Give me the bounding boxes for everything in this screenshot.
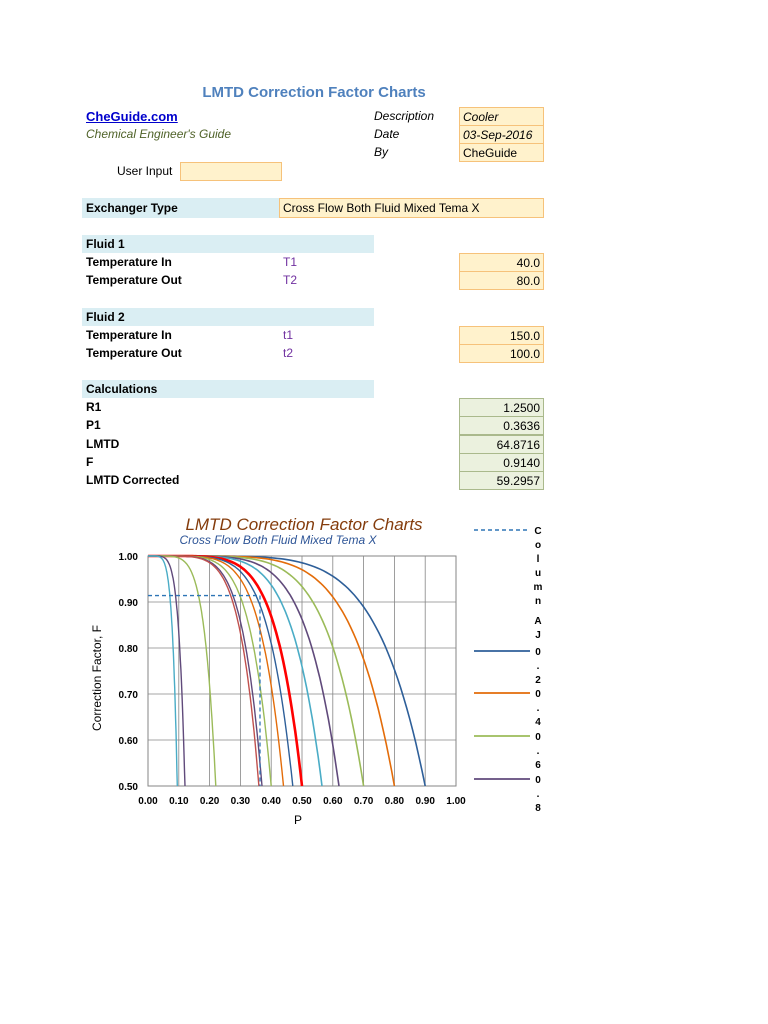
x-tick-label: 0.00 [138, 796, 158, 807]
date-label: Date [374, 127, 400, 141]
legend-label-char: 4 [535, 717, 541, 728]
fluid1-temp-in-symbol: T1 [283, 255, 298, 269]
x-tick-label: 0.90 [415, 796, 435, 807]
exchanger-type-select[interactable]: Cross Flow Both Fluid Mixed Tema X [279, 198, 544, 218]
legend-label-char: 0 [535, 775, 541, 786]
x-tick-label: 0.40 [261, 796, 281, 807]
legend-title-char: A [534, 616, 542, 627]
y-tick-label: 0.50 [118, 782, 138, 793]
by-label: By [374, 145, 389, 159]
legend-label-char: 6 [535, 760, 541, 771]
calc-lmtd-value: 64.8716 [459, 435, 544, 454]
fluid1-temp-out-input[interactable]: 80.0 [459, 271, 544, 290]
description-cell[interactable]: Cooler [459, 107, 544, 126]
x-tick-label: 1.00 [446, 796, 466, 807]
calc-f-label: F [86, 455, 94, 469]
legend-title-char: J [535, 630, 541, 641]
sheet-title: LMTD Correction Factor Charts [202, 84, 426, 101]
legend-label-char: 0 [535, 647, 541, 658]
x-tick-label: 0.70 [353, 796, 374, 807]
calc-p1-label: P1 [86, 418, 101, 432]
legend-title-char: o [534, 540, 542, 551]
site-link[interactable]: CheGuide.com [86, 109, 178, 124]
legend-label-char: 0 [535, 689, 541, 700]
fluid1-temp-in-label: Temperature In [86, 255, 172, 269]
by-cell[interactable]: CheGuide [459, 143, 544, 162]
correction-factor-chart [0, 500, 768, 840]
user-input-label: User Input [117, 164, 173, 178]
sheet-subtitle: Chemical Engineer's Guide [86, 127, 232, 141]
legend-title-char: C [534, 526, 542, 537]
x-tick-label: 0.60 [323, 796, 343, 807]
legend-title-char: l [536, 554, 540, 565]
y-tick-label: 0.90 [118, 598, 138, 609]
user-input-legend-cell [180, 162, 282, 181]
legend-label-char: . [536, 746, 540, 757]
fluid2-header: Fluid 2 [82, 308, 374, 326]
x-tick-label: 0.80 [384, 796, 405, 807]
y-axis-ticks [119, 552, 139, 793]
x-tick-label: 0.50 [292, 796, 312, 807]
chart-title: LMTD Correction Factor Charts [185, 515, 423, 534]
date-cell[interactable]: 03-Sep-2016 [459, 125, 544, 144]
calc-lmtd-corrected-label: LMTD Corrected [86, 473, 180, 487]
legend-label-char: 2 [535, 675, 541, 686]
description-label: Description [374, 109, 435, 123]
calc-r1-value: 1.2500 [459, 398, 544, 417]
x-tick-label: 0.30 [230, 796, 251, 807]
legend-label-char: . [536, 703, 540, 714]
fluid1-header: Fluid 1 [82, 235, 374, 253]
legend-label-char: 8 [535, 803, 541, 814]
calc-lmtd-corrected-value: 59.2957 [459, 471, 544, 490]
x-tick-label: 0.10 [169, 796, 189, 807]
y-tick-label: 0.60 [118, 736, 138, 747]
calc-lmtd-label: LMTD [86, 437, 120, 451]
y-tick-label: 0.80 [118, 644, 138, 655]
x-tick-label: 0.20 [199, 796, 220, 807]
y-axis-label: Correction Factor, F [90, 624, 104, 732]
fluid2-temp-out-input[interactable]: 100.0 [459, 344, 544, 363]
fluid2-temp-in-label: Temperature In [86, 328, 172, 342]
chart-subtitle: Cross Flow Both Fluid Mixed Tema X [179, 533, 377, 547]
calculations-header: Calculations [82, 380, 374, 398]
exchanger-type-label: Exchanger Type [86, 201, 178, 215]
calc-f-value: 0.9140 [459, 453, 544, 472]
legend-title-char: u [534, 568, 542, 579]
y-tick-label: 0.70 [118, 690, 138, 701]
fluid2-temp-out-symbol: t2 [283, 346, 294, 360]
chart-legend [474, 526, 543, 814]
fluid1-temp-out-label: Temperature Out [86, 273, 182, 287]
legend-label-char: . [536, 661, 540, 672]
y-tick-label: 1.00 [118, 552, 138, 563]
fluid1-temp-out-symbol: T2 [283, 273, 298, 287]
legend-title-char: n [534, 596, 542, 607]
legend-label-char: 0 [535, 732, 541, 743]
fluid2-temp-out-label: Temperature Out [86, 346, 182, 360]
legend-label-char: . [536, 789, 540, 800]
fluid1-temp-in-input[interactable]: 40.0 [459, 253, 544, 272]
fluid2-temp-in-input[interactable]: 150.0 [459, 326, 544, 345]
x-axis-ticks [138, 796, 466, 807]
calc-p1-value: 0.3636 [459, 416, 544, 435]
calc-r1-label: R1 [86, 400, 102, 414]
x-axis-label: P [293, 813, 303, 827]
chart-grid [148, 556, 456, 786]
fluid2-temp-in-symbol: t1 [283, 328, 294, 342]
legend-title-char: m [533, 582, 543, 593]
